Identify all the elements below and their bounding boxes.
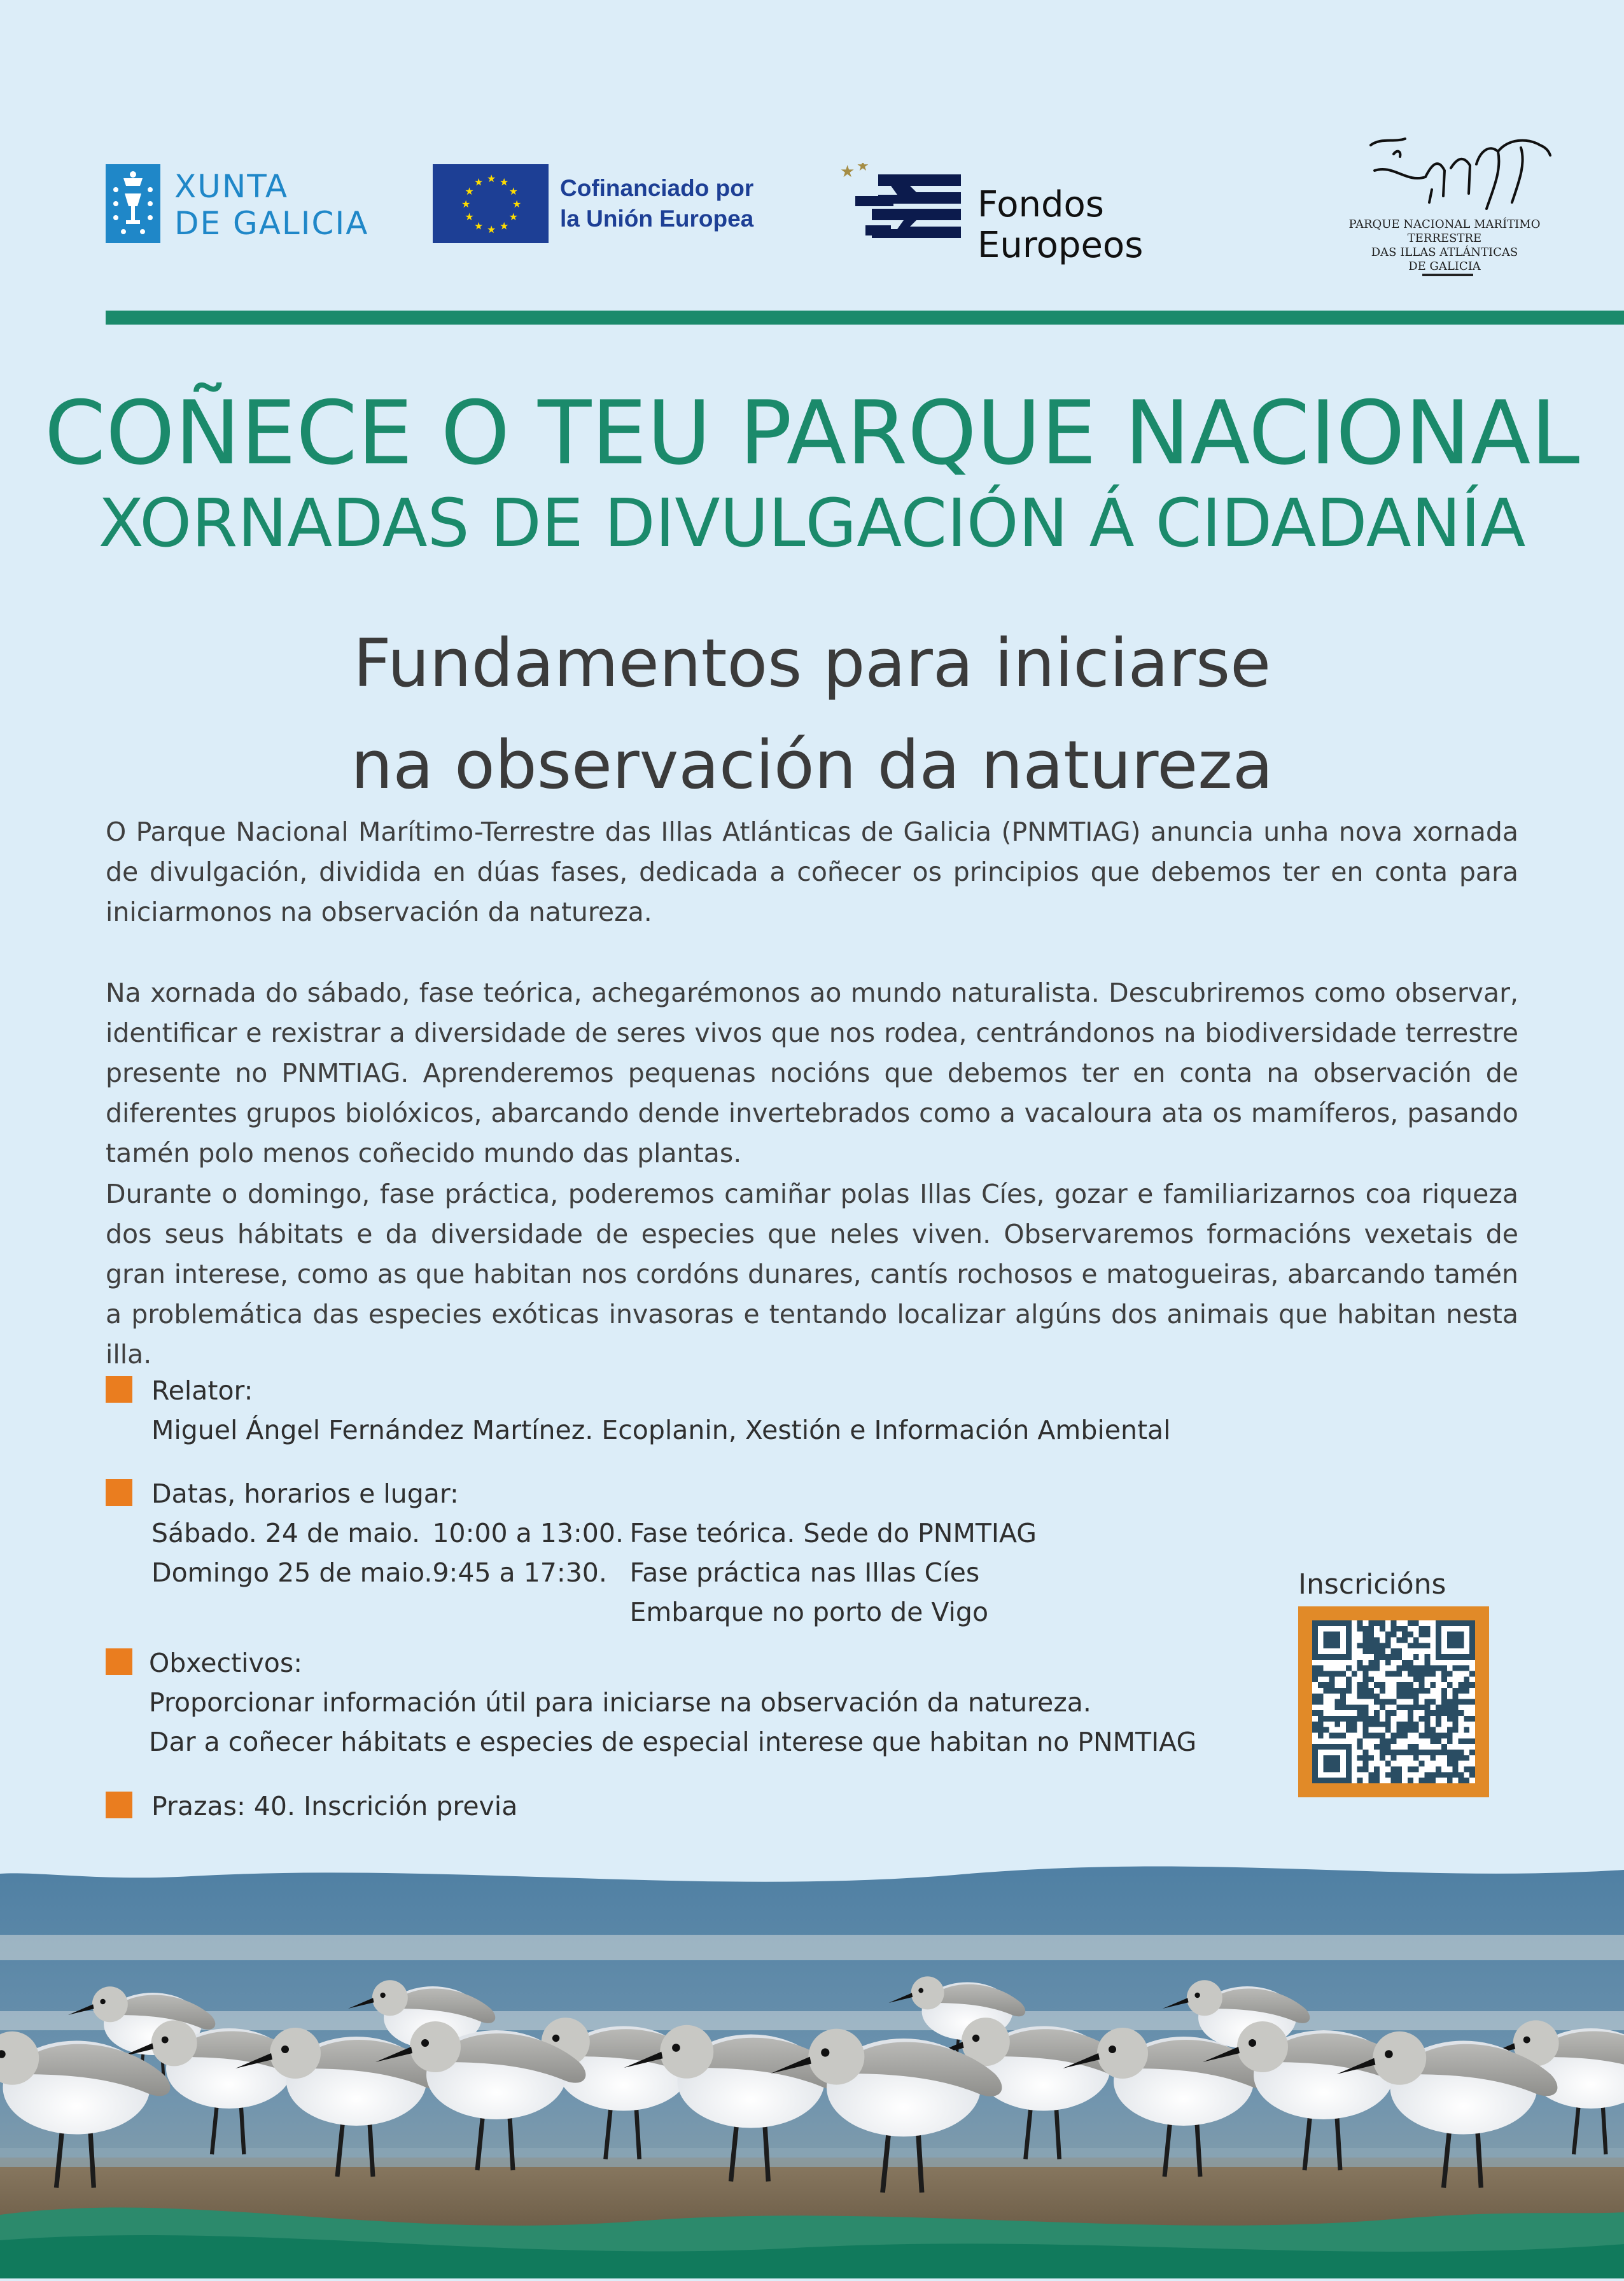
svg-text:★: ★: [857, 163, 869, 174]
saturday-paragraph: Na xornada do sábado, fase teórica, achegarémonos ao mundo naturalista. Descubriremos como observar, identificar e rexistrar a diversidade de seres vivos que nos rodea, centrándonos na biodiversidade terrestre presente no PNMTIAG. Aprenderemos pequenas nocións que debemos ter en conta na observación de diferentes grupos biolóxicos, abarcando dende invertebrados como a vacaloura ata os mamíferos, pasando tamén polo menos coñecido mundo das plantas.: [106, 978, 1518, 1169]
svg-text:★: ★: [461, 198, 471, 210]
bullet-square-icon: [106, 1479, 132, 1506]
parque-line1: PARQUE NACIONAL MARÍTIMO TERRESTRE: [1348, 218, 1541, 245]
parque-underline: [1422, 274, 1473, 276]
page-subtitle: XORNADAS DE DIVULGACIÓN Á CIDADANÍA: [98, 484, 1526, 562]
schedule-day: Domingo 25 de maio.: [151, 1557, 433, 1588]
event-topic: [0, 612, 1624, 816]
svg-text:★: ★: [508, 211, 518, 223]
fondos-europeos-logo: [840, 163, 1279, 266]
svg-text:★: ★: [508, 185, 518, 197]
topic-line1: Fundamentos para iniciarse: [353, 624, 1271, 702]
registration-qr-code[interactable]: [1298, 1606, 1489, 1797]
intro-paragraph: O Parque Nacional Marítimo-Terrestre das Illas Atlánticas de Galicia (PNMTIAG) anuncia unha nova xornada de divulgación, dividida en dúas fases, dedicada a coñecer os principios que debemos ter en conta para iniciarmonos na observación da natureza.: [106, 817, 1518, 927]
svg-text:★: ★: [465, 211, 474, 223]
schedule-time: 9:45 a 17:30.: [432, 1557, 607, 1588]
schedule-label: Datas, horarios e lugar:: [151, 1478, 459, 1509]
topic-line2: na observación da natureza: [351, 726, 1273, 804]
svg-text:★: ★: [500, 176, 509, 188]
parque-nacional-logo: [1317, 132, 1572, 279]
objective-item: Dar a coñecer hábitats e especies de especial interese que habitan no PNMTIAG: [149, 1727, 1197, 1757]
islands-sketch-icon: [1368, 132, 1553, 215]
svg-text:★: ★: [487, 172, 496, 185]
qr-code-icon: [1312, 1620, 1475, 1783]
svg-text:★: ★: [487, 223, 496, 235]
objectives-section: [149, 1643, 1196, 1762]
qr-label: Inscricións: [1298, 1568, 1446, 1601]
eu-cofinanced-logo: [433, 164, 789, 243]
bullet-square-icon: [106, 1648, 132, 1675]
parque-text: [1317, 218, 1572, 274]
eu-flag-icon: [433, 164, 549, 243]
schedule-section: [151, 1474, 1037, 1632]
xunta-wordmark: [174, 168, 368, 242]
fondos-stripes-icon: [840, 163, 961, 246]
eu-line1: Cofinanciado por: [560, 175, 754, 201]
schedule-extra: Embarque no porto de Vigo: [629, 1597, 989, 1627]
places-info: Prazas: 40. Inscrición previa: [151, 1791, 518, 1821]
parque-line3: DE GALICIA: [1408, 260, 1481, 273]
svg-text:★: ★: [840, 163, 855, 181]
sunday-paragraph: Durante o domingo, fase práctica, poderemos camiñar polas Illas Cíes, gozar e familiarizarnos coa riqueza dos seus hábitats e da diversidade de especies que neles viven. Observaremos formacións vexetais de gran interese, como as que habitan nos cordóns dunares, cantís rochosos e matogueiras, abarcando tamén a problemática das especies exóticas invasoras e tentando localizar algúns dos animais que habitan nesta illa.: [106, 1179, 1518, 1370]
fondos-label: Fondos Europeos: [977, 184, 1144, 266]
schedule-table: [151, 1513, 1037, 1632]
galicia-shield-icon: [106, 164, 160, 243]
relator-section: [151, 1371, 1171, 1450]
schedule-place: Fase teórica. Sede do PNMTIAG: [629, 1518, 1037, 1548]
eu-text: [560, 173, 753, 234]
bullet-square-icon: [106, 1376, 132, 1403]
relator-label: Relator:: [151, 1375, 253, 1406]
objective-item: Proporcionar información útil para iniciarse na observación da natureza.: [149, 1687, 1091, 1718]
schedule-place: Fase práctica nas Illas Cíes: [629, 1557, 980, 1588]
relator-value: Miguel Ángel Fernández Martínez. Ecoplanin, Xestión e Información Ambiental: [151, 1415, 1171, 1445]
sanderlings-photo: [0, 1858, 1624, 2278]
svg-text:★: ★: [474, 220, 484, 232]
xunta-de-galicia-logo: [106, 164, 386, 243]
objectives-label: Obxectivos:: [149, 1648, 303, 1678]
schedule-day: Sábado. 24 de maio.: [151, 1518, 421, 1548]
xunta-line1: XUNTA: [174, 168, 289, 205]
schedule-row: [151, 1553, 1037, 1592]
svg-text:★: ★: [465, 185, 474, 197]
svg-text:★: ★: [474, 176, 484, 188]
bullet-square-icon: [106, 1792, 132, 1818]
svg-text:★: ★: [512, 198, 522, 210]
page-title: COÑECE O TEU PARQUE NACIONAL: [44, 382, 1580, 484]
header-divider: [106, 311, 1624, 325]
schedule-time: 10:00 a 13:00.: [432, 1518, 624, 1548]
parque-line2: DAS ILLAS ATLÁNTICAS: [1371, 246, 1518, 259]
schedule-row: [151, 1513, 1037, 1553]
svg-text:★: ★: [500, 220, 509, 232]
schedule-row: [151, 1592, 1037, 1632]
xunta-line2: DE GALICIA: [174, 205, 369, 242]
eu-line2: la Unión Europea: [560, 206, 754, 232]
